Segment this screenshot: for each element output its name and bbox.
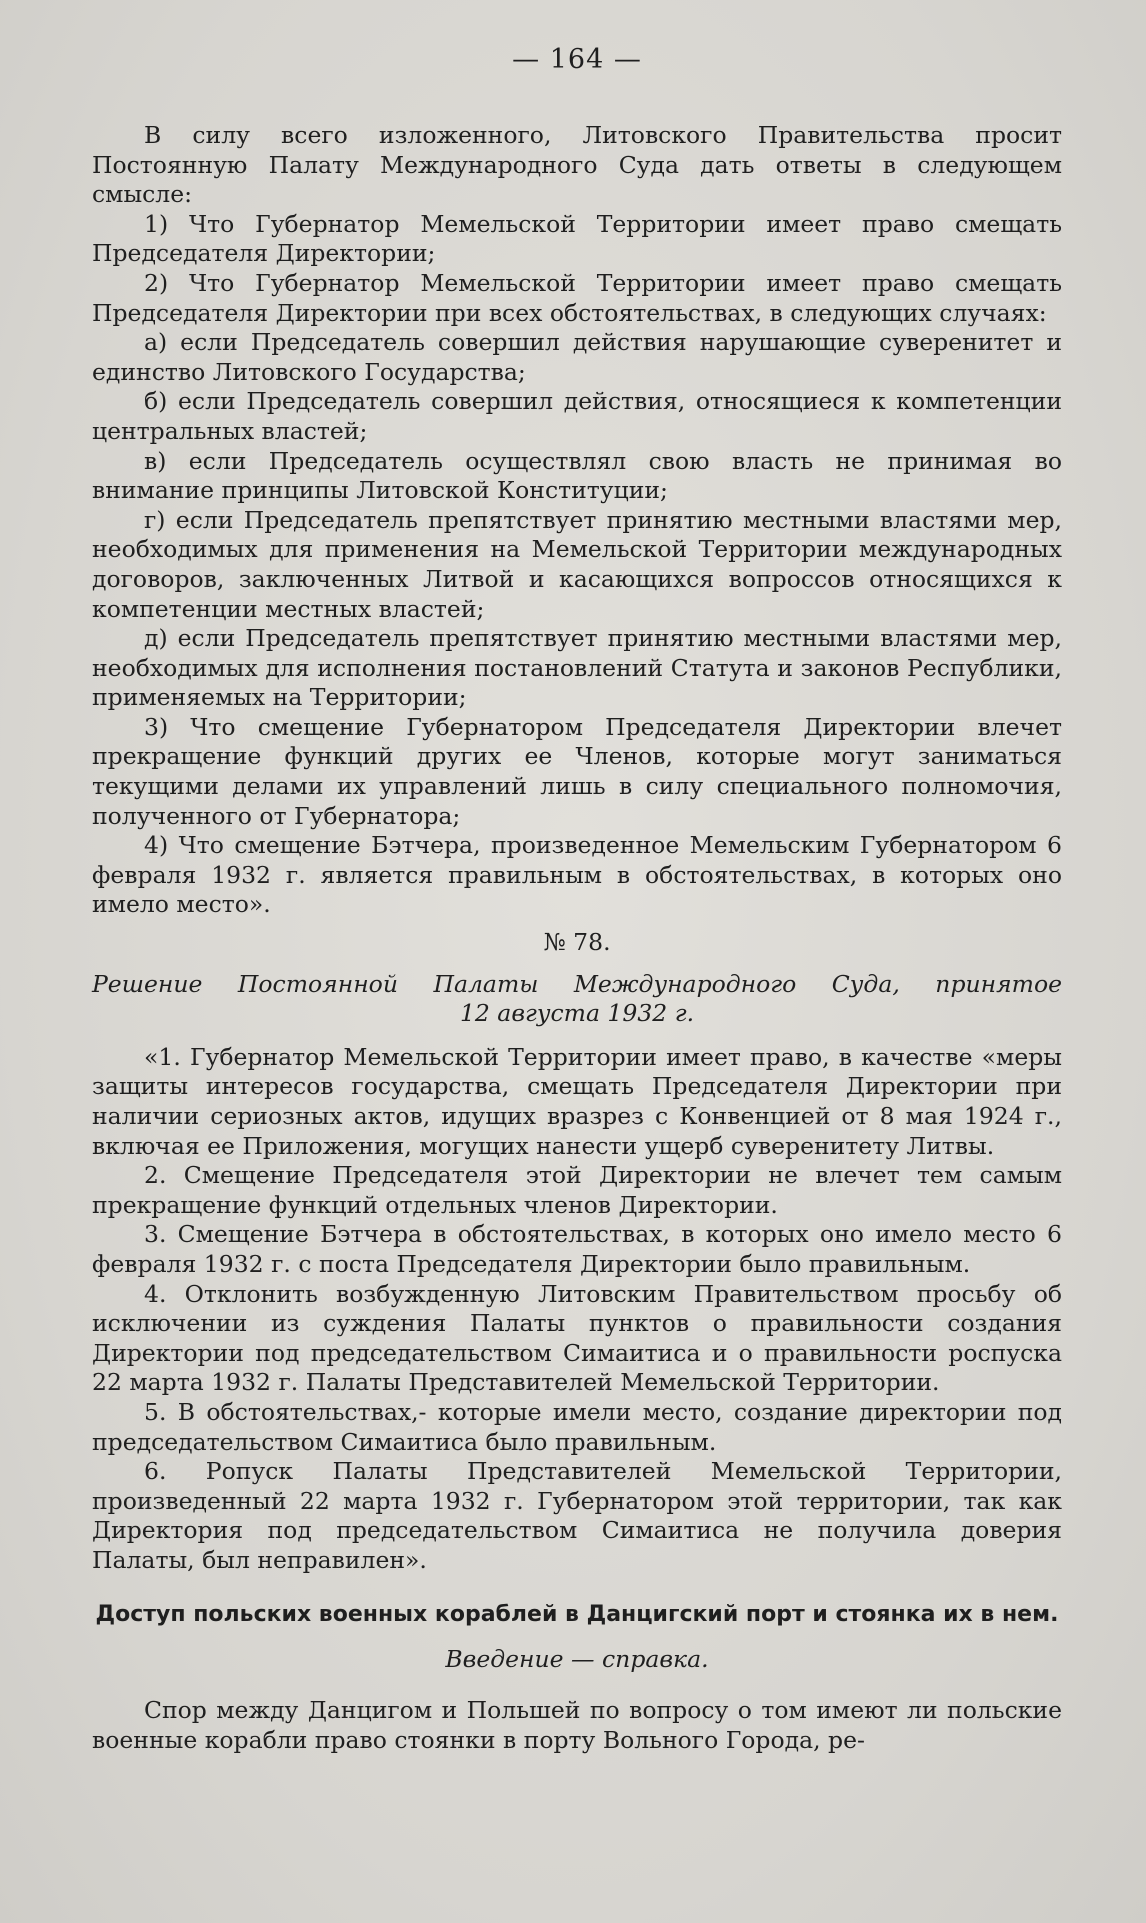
decision-heading-line2: 12 августа 1932 г.: [459, 999, 695, 1028]
paragraph: г) если Председатель препятствует принятию местными властями мер, необходимых для применения на Мемельской Территории международных договоров, заключенных Литвой и касающихся вопроссов относящихся к компетенции местных властей;: [92, 505, 1062, 623]
paragraph: 1) Что Губернатор Мемельской Территории имеет право смещать Председателя Директории;: [92, 209, 1062, 268]
paragraph: 5. В обстоятельствах,- которые имели место, создание директории под председательством Симаитиса было правильным.: [92, 1397, 1062, 1456]
paragraph: а) если Председатель совершил действия нарушающие суверенитет и единство Литовского Государства;: [92, 328, 1062, 386]
paragraph: в) если Председатель осуществлял свою власть не принимая во внимание принципы Литовской Конституции;: [92, 446, 1062, 505]
paragraph: Спор между Данцигом и Польшей по вопросу о том имеют ли польские военные корабли право стоянки в порту Вольного Города, ре-: [92, 1696, 1062, 1754]
lithuanian-request-section: [92, 121, 1062, 920]
paragraph: 2. Смещение Председателя этой Директории не влечет тем самым прекращение функций отдельных членов Директории.: [92, 1161, 1062, 1219]
page-number: — 164 —: [512, 44, 642, 75]
section-number: № 78.: [543, 928, 611, 957]
intro-heading: Введение — справка.: [445, 1644, 709, 1673]
paragraph: 6. Ропуск Палаты Представителей Мемельской Территории, произведенный 22 марта 1932 г. Губернатором этой территории, так как Директория под председательством Симаитиса не получила доверия Палаты, был неправилен».: [92, 1457, 1062, 1574]
paragraph: 3. Смещение Бэтчера в обстоятельствах, в которых оно имело место 6 февраля 1932 г. с поста Председателя Директории было правильным.: [92, 1220, 1062, 1278]
paragraph: «1. Губернатор Мемельской Территории имеет право, в качестве «меры защиты интересов государства, смещать Председателя Директории при наличии сериозных актов, идущих вразрез с Конвенцией от 8 мая 1924 г., включая ее Приложения, могущих нанести ущерб суверенитету Литвы.: [92, 1042, 1062, 1160]
paragraph: д) если Председатель препятствует принятию местными властями мер, необходимых для исполнения постановлений Статута и законов Республики, применяемых на Территории;: [92, 624, 1062, 712]
paragraph: б) если Председатель совершил действия, относящиеся к компетенции центральных властей;: [92, 387, 1062, 445]
paragraph: 4) Что смещение Бэтчера, произведенное Мемельским Губернатором 6 февраля 1932 г. является правильным в обстоятельствах, в которых оно имело место».: [92, 831, 1062, 919]
paragraph: 4. Отклонить возбужденную Литовским Правительством просьбу об исключении из суждения Палаты пунктов о правильности создания Директории под председательством Симаитиса и о правильности роспуска 22 марта 1932 г. Палаты Представителей Мемельской Территории.: [92, 1279, 1062, 1397]
article-title: Доступ польских военных кораблей в Данцигский порт и стоянка их в нем.: [95, 1601, 1059, 1627]
decision-heading-line1: Решение Постоянной Палаты Международного Суда, принятое: [92, 969, 1062, 998]
paragraph: 2) Что Губернатор Мемельской Территории имеет право смещать Председателя Директории при всех обстоятельствах, в следующих случаях:: [92, 268, 1062, 327]
court-decision-section: [92, 1043, 1062, 1576]
paragraph: 3) Что смещение Губернатором Председателя Директории влечет прекращение функций других ее Членов, которые могут заниматься текущими делами их управлений лишь в силу специального полномочия, полученного от Губернатора;: [92, 712, 1062, 830]
intro-section: [92, 1696, 1062, 1755]
paragraph: В силу всего изложенного, Литовского Правительства просит Постоянную Палату Международного Суда дать ответы в следующем смысле:: [92, 121, 1062, 209]
decision-heading: [92, 970, 1062, 1029]
